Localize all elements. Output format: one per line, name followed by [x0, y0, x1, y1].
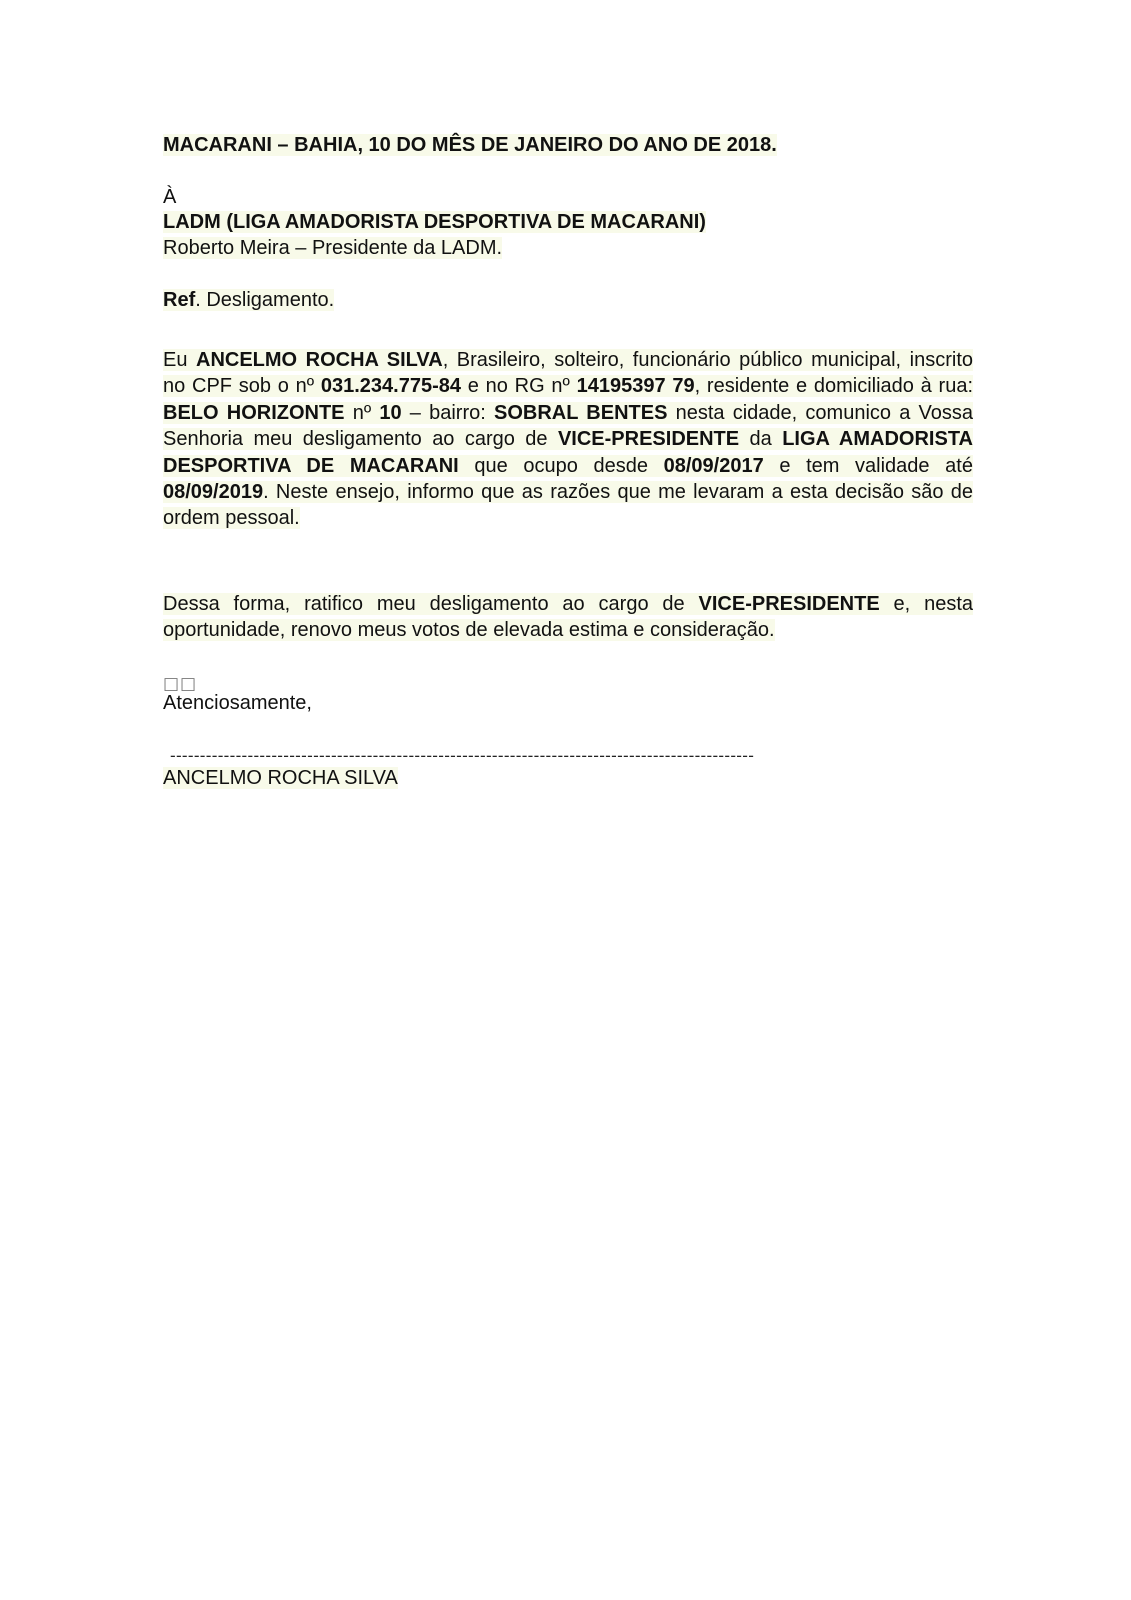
signer-name	[163, 765, 398, 791]
placeholder-boxes: □□	[163, 674, 198, 694]
p1-district: SOBRAL BENTES	[494, 401, 668, 424]
p1-text: , residente e domiciliado à rua:	[694, 375, 974, 398]
p1-cpf: 031.234.775-84	[320, 375, 461, 398]
addressee-recipient	[163, 235, 502, 261]
p1-league: LIGA AMADORISTA DESPORTIVA DE MACARANI	[163, 428, 973, 477]
p2-text: e, nesta oportunidade, renovo meus votos de elevada estima e consideração.	[163, 593, 974, 642]
p2-role: VICE-PRESIDENTE	[698, 593, 880, 615]
body-paragraph-2	[163, 591, 973, 644]
p1-text: da	[739, 428, 783, 451]
p2-text: Dessa forma, ratifico meu desligamento ao cargo de	[163, 593, 699, 615]
p1-name: ANCELMO ROCHA SILVA	[196, 349, 443, 371]
salutation-text: Atenciosamente,	[163, 692, 312, 714]
reference-label: Ref	[163, 289, 196, 311]
date-line-text: MACARANI – BAHIA, 10 DO MÊS DE JANEIRO DO ANO DE 2018.	[163, 134, 777, 156]
p1-street: BELO HORIZONTE	[163, 401, 345, 424]
p1-text: nesta cidade, comunico a Vossa Senhoria meu desligamento ao cargo de	[163, 401, 974, 451]
addressee-organization	[163, 209, 706, 235]
p1-rg: 14195397 79	[576, 375, 695, 398]
p1-text: . Neste ensejo, informo que as razões que me levaram a esta decisão são de ordem pessoal.	[163, 481, 973, 530]
reference-line	[163, 287, 334, 313]
p1-date-start: 08/09/2017	[663, 454, 764, 477]
date-line	[163, 132, 777, 158]
p1-text: que ocupo desde	[458, 454, 664, 477]
addressee-organization-text: LADM (LIGA AMADORISTA DESPORTIVA DE MACARANI)	[163, 211, 706, 233]
addressee-prefix	[163, 184, 176, 210]
reference-text: . Desligamento.	[195, 289, 335, 311]
p1-number: 10	[379, 401, 402, 424]
body-paragraph-1	[163, 347, 973, 532]
p1-date-end: 08/09/2019	[163, 481, 264, 504]
p1-text: – bairro:	[401, 401, 495, 424]
signer-name-text: ANCELMO ROCHA SILVA	[163, 767, 398, 789]
p1-text: e no RG nº	[461, 375, 577, 398]
p1-text: Eu	[163, 349, 196, 371]
signature-line: --------------------------------------------------------------------------------------------------	[170, 746, 755, 765]
addressee-recipient-text: Roberto Meira – Presidente da LADM.	[163, 237, 503, 259]
salutation	[163, 690, 312, 716]
addressee-prefix-text: À	[163, 186, 177, 208]
p1-role: VICE-PRESIDENTE	[557, 428, 740, 451]
p1-text: e tem validade até	[763, 454, 973, 477]
p1-text: , Brasileiro, solteiro, funcionário público municipal, inscrito no CPF sob o nº	[163, 349, 973, 398]
p1-text: nº	[344, 401, 380, 424]
